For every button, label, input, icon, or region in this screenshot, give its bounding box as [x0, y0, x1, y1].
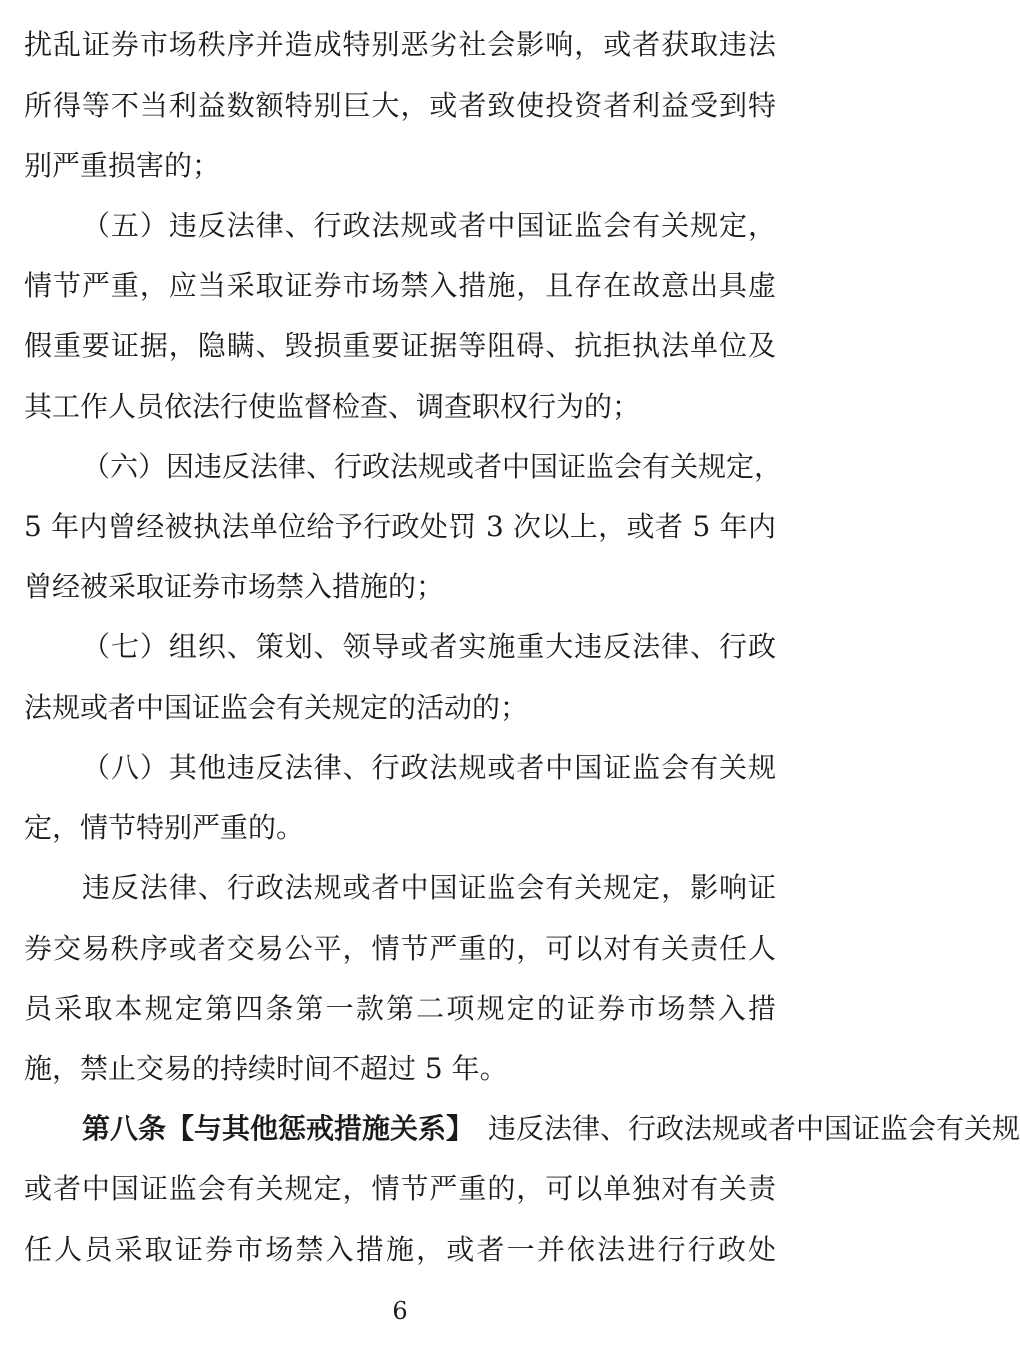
text-line: 员采取本规定第四条第一款第二项规定的证券市场禁入措 — [24, 992, 776, 1025]
article-heading: 第八条【与其他惩戒措施关系】 — [82, 1112, 475, 1145]
text-line: 违反法律、行政法规或者中国证监会有关规定，影响证 — [82, 871, 776, 904]
text-line: 施，禁止交易的持续时间不超过 5 年。 — [24, 1052, 508, 1085]
text-line: （八）其他违反法律、行政法规或者中国证监会有关规 — [82, 751, 776, 784]
text-line: 或者中国证监会有关规定，情节严重的，可以单独对有关责 — [24, 1172, 776, 1205]
text-line: 5 年内曾经被执法单位给予行政处罚 3 次以上，或者 5 年内 — [24, 510, 776, 543]
text-line: （七）组织、策划、领导或者实施重大违反法律、行政 — [82, 630, 776, 663]
text-line: （六）因违反法律、行政法规或者中国证监会有关规定， — [82, 450, 783, 483]
text-line: 定，情节特别严重的。 — [24, 811, 305, 844]
text-line: 扰乱证券市场秩序并造成特别恶劣社会影响，或者获取违法 — [24, 28, 776, 61]
text-line: 其工作人员依法行使监督检查、调查职权行为的； — [24, 390, 641, 423]
text-line: 别严重损害的； — [24, 149, 221, 182]
text-line: 券交易秩序或者交易公平，情节严重的，可以对有关责任人 — [24, 932, 776, 965]
text-line: 假重要证据，隐瞒、毁损重要证据等阻碍、抗拒执法单位及 — [24, 329, 776, 362]
article-text: 违反法律、行政法规或者中国证监会有关规 — [488, 1112, 1020, 1145]
text-line: 任人员采取证券市场禁入措施，或者一并依法进行行政处 — [24, 1233, 776, 1266]
text-line: （五）违反法律、行政法规或者中国证监会有关规定， — [82, 209, 776, 242]
text-line: 法规或者中国证监会有关规定的活动的； — [24, 691, 529, 724]
text-line: 所得等不当利益数额特别巨大，或者致使投资者利益受到特 — [24, 89, 776, 122]
text-line: 曾经被采取证券市场禁入措施的； — [24, 570, 445, 603]
article-heading-line — [82, 1109, 1020, 1149]
text-line: 情节严重，应当采取证券市场禁入措施，且存在故意出具虚 — [24, 269, 776, 302]
page-number: 6 — [392, 1297, 408, 1325]
